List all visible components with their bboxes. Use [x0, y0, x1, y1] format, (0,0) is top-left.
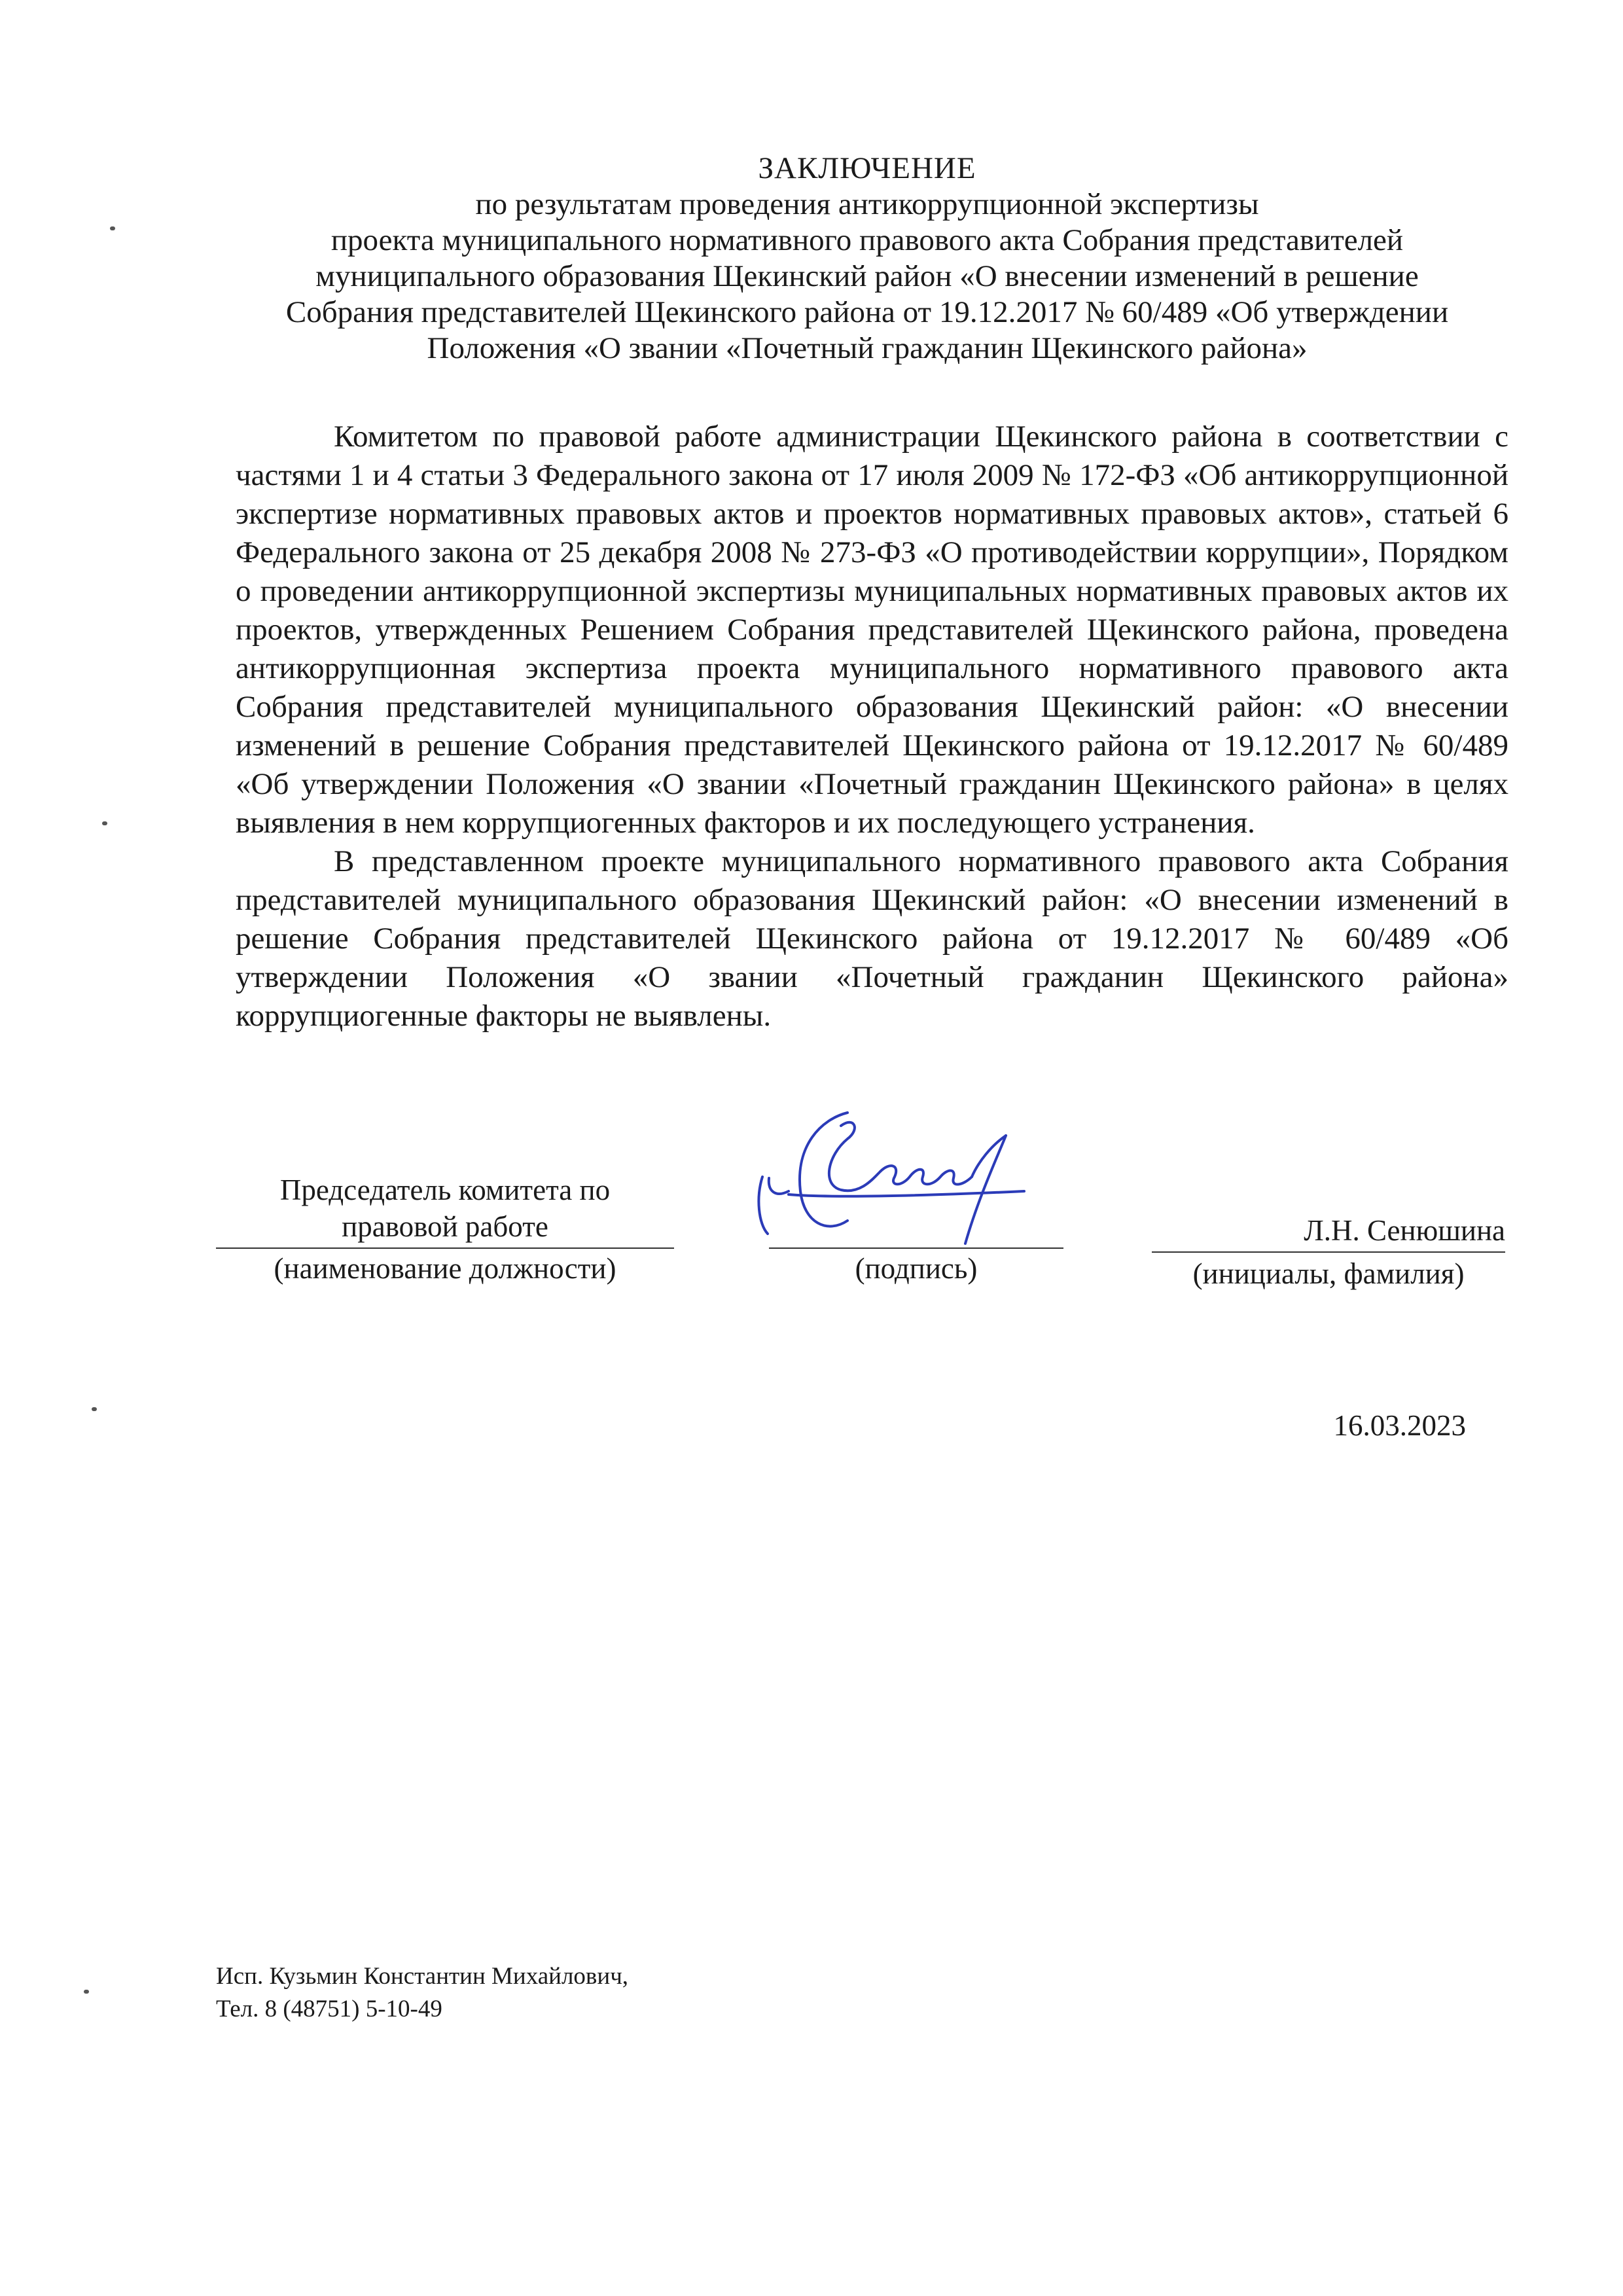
punch-hole-mark — [92, 1407, 97, 1411]
signature-block — [0, 1172, 1623, 1342]
body-paragraph: Комитетом по правовой работе администрации Щекинского района в соответствии с частями 1 и 4 статьи 3 Федерального закона от 17 июля 2009 № 172-ФЗ «Об антикоррупционной экспертизе нормативных правовых актов и проектов нормативных правовых актов», статьей 6 Федерального закона от 25 декабря 2008 № 273-ФЗ «О противодействии коррупции», Порядком о проведении антикоррупционной экспертизы муниципальных нормативных правовых актов их проектов, утвержденных Решением Собрания представителей Щекинского района, проведена антикоррупционная экспертиза проекта муниципального нормативного правового акта Собрания представителей муниципального образования Щекинский район: «О внесении изменений в решение Собрания представителей Щекинского района от 19.12.2017 № 60/489 «Об утверждении Положения «О звании «Почетный гражданин Щекинского района» в целях выявления в нем коррупциогенных факторов и их последующего устранения. — [236, 420, 1508, 840]
executor-name: Исп. Кузьмин Константин Михайлович, — [216, 1963, 629, 1990]
position-line: правовой работе — [342, 1210, 548, 1243]
punch-hole-mark — [102, 821, 107, 825]
subtitle-line: по результатам проведения антикоррупционной экспертизы — [475, 187, 1259, 221]
document-title: ЗАКЛЮЧЕНИЕ — [758, 151, 976, 185]
document-body — [236, 418, 1508, 1035]
subtitle-line: проекта муниципального нормативного правового акта Собрания представителей — [330, 223, 1404, 257]
position-value — [216, 1172, 674, 1249]
position-line: Председатель комитета по — [279, 1174, 611, 1206]
subtitle-line: Собрания представителей Щекинского района от 19.12.2017 № 60/489 «Об утверждении — [285, 295, 1449, 329]
executor-phone: Тел. 8 (48751) 5-10-49 — [216, 1996, 442, 2022]
signature-line — [769, 1247, 1063, 1249]
subtitle-line: Положения «О звании «Почетный гражданин Щекинского района» — [427, 331, 1308, 365]
punch-hole-mark — [84, 1990, 89, 1994]
name-value: Л.Н. Сенюшина — [1152, 1212, 1505, 1253]
subtitle-line: муниципального образования Щекинский район «О внесении изменений в решение — [315, 259, 1419, 293]
body-paragraph: В представленном проекте муниципального нормативного правового акта Собрания представителей муниципального образования Щекинский район: «О внесении изменений в решение Собрания представителей Щекинского района от 19.12.2017 № 60/489 «Об утверждении Положения «О звании «Почетный гражданин Щекинского района» коррупциогенные факторы не выявлены. — [236, 844, 1508, 1033]
handwritten-signature-icon — [749, 1100, 1050, 1270]
signature-caption: (подпись) — [855, 1252, 978, 1285]
document-header — [216, 151, 1518, 367]
punch-hole-mark — [110, 226, 115, 230]
position-caption: (наименование должности) — [274, 1252, 616, 1285]
signatory-position — [216, 1172, 674, 1287]
executor-info — [216, 1960, 628, 2026]
document-date: 16.03.2023 — [1333, 1409, 1466, 1442]
name-caption: (инициалы, фамилия) — [1192, 1257, 1465, 1290]
